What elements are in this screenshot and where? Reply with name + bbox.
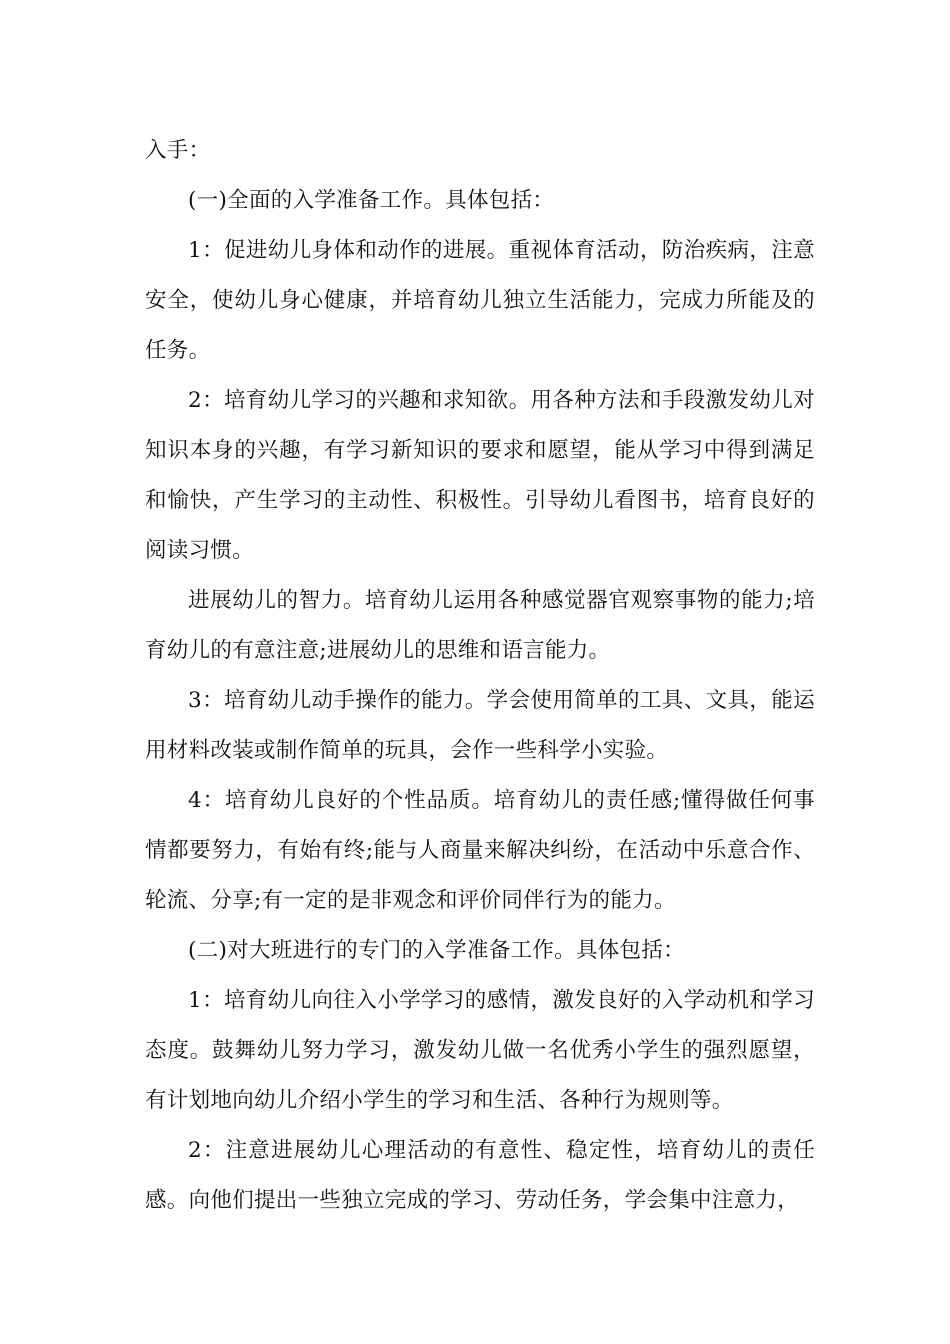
paragraph-item-3: 3：培育幼儿动手操作的能力。学会使用简单的工具、文具，能运用材料改装或制作简单的玩具，会作一些科学小实验。 [145,688,815,763]
paragraph-item-1: 1：促进幼儿身体和动作的进展。重视体育活动，防治疾病，注意安全，使幼儿身心健康，并培育幼儿独立生活能力，完成力所能及的任务。 [145,238,815,363]
paragraph-item-2-section-two: 2：注意进展幼儿心理活动的有意性、稳定性，培育幼儿的责任感。向他们提出一些独立完成的学习、劳动任务，学会集中注意力， [145,1138,815,1213]
paragraph-continuation: 入手： [145,138,211,163]
paragraph-item-2: 2：培育幼儿学习的兴趣和求知欲。用各种方法和手段激发幼儿对知识本身的兴趣，有学习新知识的要求和愿望，能从学习中得到满足和愉快，产生学习的主动性、积极性。引导幼儿看图书，培育良好的阅读习惯。 [145,388,815,563]
paragraph-item-1-section-two: 1：培育幼儿向往入小学学习的感情，激发良好的入学动机和学习态度。鼓舞幼儿努力学习，激发幼儿做一名优秀小学生的强烈愿望，有计划地向幼儿介绍小学生的学习和生活、各种行为规则等。 [145,988,815,1113]
paragraph-intelligence: 进展幼儿的智力。培育幼儿运用各种感觉器官观察事物的能力;培育幼儿的有意注意;进展幼儿的思维和语言能力。 [145,588,815,663]
section-heading-one: (一)全面的入学准备工作。具体包括： [188,188,555,213]
section-heading-two: (二)对大班进行的专门的入学准备工作。具体包括： [188,938,685,963]
paragraph-item-4: 4：培育幼儿良好的个性品质。培育幼儿的责任感;懂得做任何事情都要努力，有始有终;能与人商量来解决纠纷，在活动中乐意合作、轮流、分享;有一定的是非观念和评价同伴行为的能力。 [145,788,815,913]
document-body [145,126,815,1226]
